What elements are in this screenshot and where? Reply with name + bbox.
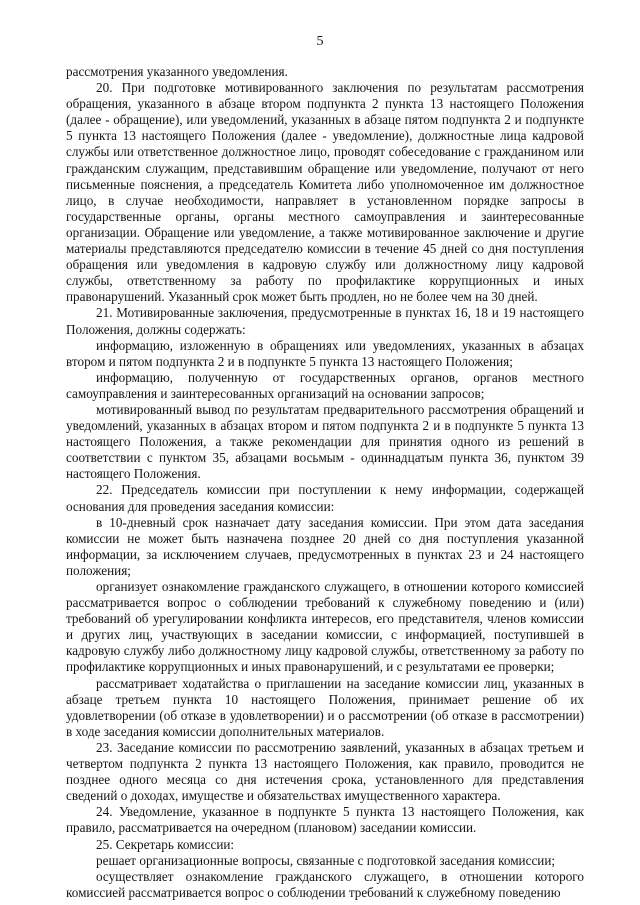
paragraph-item-21: 21. Мотивированные заключения, предусмотренные в пунктах 16, 18 и 19 настоящего Положения, должны содержать:: [66, 305, 584, 337]
paragraph-21-point-1: информацию, изложенную в обращениях или уведомлениях, указанных в абзацах втором и пятом подпункта 2 и в подпункте 5 пункта 13 настоящего Положения;: [66, 337, 584, 369]
page-number: 5: [316, 34, 324, 49]
paragraph-item-24: 24. Уведомление, указанное в подпункте 5 пункта 13 настоящего Положения, как правило, рассматривается на очередном (плановом) заседании комиссии.: [66, 804, 584, 836]
paragraph-item-23: 23. Заседание комиссии по рассмотрению заявлений, указанных в абзацах третьем и четвертом подпункта 2 пункта 13 настоящего Положения, как правило, проводится не позднее одного месяца со дня истечения срока, установленного для представления сведений о доходах, имуществе и обязательствах имущественного характера.: [66, 739, 584, 804]
paragraph-25-point-2: осуществляет ознакомление гражданского служащего, в отношении которого комиссией рассматривается вопрос о соблюдении требований к служебному поведению: [66, 868, 584, 900]
paragraph-item-20: 20. При подготовке мотивированного заключения по результатам рассмотрения обращения, указанного в абзаце втором подпункта 2 пункта 13 настоящего Положения (далее - обращение), или уведомлений, указанных в абзаце пятом подпункта 2 и подпункте 5 пункта 13 настоящего Положения (далее - уведомление), должностные лица кадровой службы или ответственное должностное лицо, проводят собеседование с гражданином или гражданским служащим, представившим обращение или уведомление, получают от него письменные пояснения, а председатель Комитета либо уполномоченное им должностное лицо, в случае необходимости, направляет в установленном порядке запросы в государственные органы, органы местного самоуправления и заинтересованные организации. Обращение или уведомление, а также мотивированное заключение и другие материалы представляются председателю комиссии в течение 45 дней со дня поступления обращения или уведомления в кадровую службу или должностному лицу кадровой службы, ответственному за работу по профилактике коррупционных и иных правонарушений. Указанный срок может быть продлен, но не более чем на 30 дней.: [66, 80, 584, 305]
paragraph-item-25: 25. Секретарь комиссии:: [96, 836, 235, 852]
paragraph-25-point-1: решает организационные вопросы, связанные с подготовкой заседания комиссии;: [96, 852, 556, 868]
paragraph-continuation: рассмотрения указанного уведомления.: [66, 64, 288, 79]
paragraph-22-point-1: в 10-дневный срок назначает дату заседания комиссии. При этом дата заседания комиссии не может быть назначена позднее 20 дней со дня поступления указанной информации, за исключением случаев, предусмотренных в пунктах 23 и 24 настоящего положения;: [66, 514, 584, 578]
paragraph-22-point-3: рассматривает ходатайства о приглашении на заседание комиссии лиц, указанных в абзаце третьем пункта 10 настоящего Положения, принимает решение об их удовлетворении (об отказе в удовлетворении) и о рассмотрении (об отказе в рассмотрении) в ходе заседания комиссии дополнительных материалов.: [66, 675, 584, 739]
paragraph-21-point-3: мотивированный вывод по результатам предварительного рассмотрения обращений и уведомлений, указанных в абзацах втором и пятом подпункта 2 и в подпункте 5 пункта 13 настоящего Положения, а также рекомендации для принятия одного из решений в соответствии с пунктом 35, абзацами восьмым - одиннадцатым пункта 36, пунктом 39 настоящего Положения.: [66, 401, 584, 482]
paragraph-22-point-2: организует ознакомление гражданского служащего, в отношении которого комиссией рассматривается вопрос о соблюдении требований к служебному поведению и (или) требований об урегулировании конфликта интересов, его представителя, членов комиссии и других лиц, участвующих в заседании комиссии, с информацией, поступившей в кадровую службу либо должностному лицу кадровой службы, ответственному за работу по профилактике коррупционных и иных правонарушений, и с результатами ее проверки;: [66, 579, 584, 675]
document-body: [66, 64, 584, 901]
paragraph-21-point-2: информацию, полученную от государственных органов, органов местного самоуправления и заинтересованных организаций на основании запросов;: [66, 369, 584, 401]
paragraph-item-22: 22. Председатель комиссии при поступлении к нему информации, содержащей основания для проведения заседания комиссии:: [66, 482, 584, 514]
